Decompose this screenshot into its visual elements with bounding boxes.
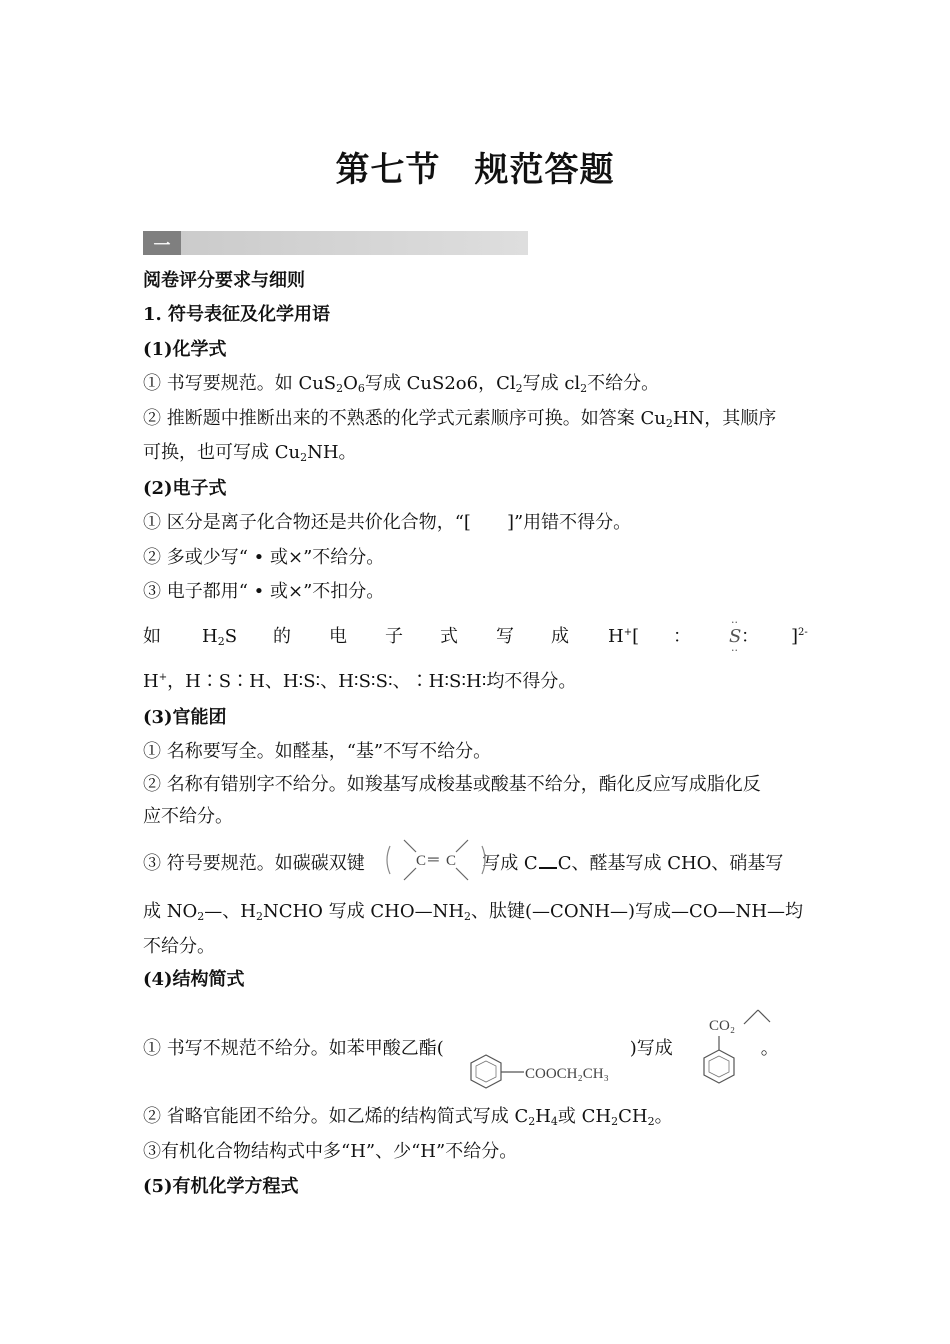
rule-2-example-cont: H+，H∶S∶H、H∶S∶、H∶S∶S∶、∶H∶S∶H∶均不得分。: [143, 671, 577, 692]
label-chemical-formula: (1)化学式: [143, 339, 227, 360]
rule-3-3-cont: 成 $NO_2—$、$H_2NCHO$ 写成 $CHO—NH_2$、肽键(—CONH—)写成—CO—NH—均: [143, 901, 804, 923]
title-part-1: 第七节: [335, 150, 441, 190]
rule-3-1: ① 名称要写全。如醛基，“基”不写不给分。: [143, 741, 492, 762]
rule-2-2: ② 多或少写“ • 或×”不给分。: [143, 547, 385, 568]
rule-3-2-cont: 应不给分。: [143, 806, 233, 827]
rule-2-example: 如 $H_2S$ 的 电 子 式 写 成 H+[ ： S ·· ·· ： ]$^{2-}$: [143, 616, 808, 657]
rule-3-3-end: 不给分。: [143, 936, 215, 957]
label-electron-formula: (2)电子式: [143, 478, 227, 499]
rule-1-1: ① 书写要规范。如 $CuS_2O_6$写成 CuS2o6，$Cl_2$写成 $cl_2$不给分。: [143, 373, 660, 395]
double-bond-sign: ═: [428, 852, 439, 868]
label-structural-formula: (4)结构简式: [143, 969, 245, 990]
rule-2-3: ③ 电子都用“ • 或×”不扣分。: [143, 581, 385, 602]
double-bond-c1: C: [416, 853, 427, 869]
rule-4-2: ② 省略官能团不给分。如乙烯的结构简式写成 $C_2H_4$或 $CH_2CH_2$。: [143, 1106, 673, 1128]
section-bar: [143, 231, 528, 255]
ester-group-label: COOCH₂CH₃: [525, 1066, 609, 1082]
subheading-1: 1. 符号表征及化学用语: [143, 304, 331, 325]
section-number: 一: [143, 231, 181, 255]
carbon-double-bond-diagram: [382, 834, 490, 886]
co2-label: CO₂: [709, 1018, 736, 1034]
rule-1-2: ② 推断题中推断出来的不熟悉的化学式元素顺序可换。如答案 $Cu_2HN$，其顺序: [143, 408, 777, 430]
label-organic-equation: (5)有机化学方程式: [143, 1176, 299, 1197]
heading: 阅卷评分要求与细则: [143, 270, 305, 291]
rule-1-2-cont: 可换，也可写成 $Cu_2NH$。: [143, 442, 357, 464]
rule-3-3: ③ 符号要规范。如碳碳双键 写成 C C、醛基写成 CHO、硝基写: [143, 853, 784, 874]
title-part-2: 规范答题: [474, 150, 615, 190]
wrong-ester-diagram: [692, 996, 776, 1092]
label-functional-group: (3)官能团: [143, 707, 227, 728]
rule-3-2: ② 名称有错别字不给分。如羧基写成梭基或酸基不给分，酯化反应写成脂化反: [143, 774, 761, 795]
ethyl-benzoate-diagram: [466, 1052, 646, 1092]
double-bond-c2: C: [446, 853, 457, 869]
rule-4-3: ③有机化合物结构式中多“H”、少“H”不给分。: [143, 1141, 518, 1162]
rule-2-1: ① 区分是离子化合物还是共价化合物，“[ ]”用错不得分。: [143, 512, 632, 533]
page-title: [0, 142, 950, 191]
rule-4-1: ① 书写不规范不给分。如苯甲酸乙酯( )写成 。: [143, 1038, 779, 1059]
